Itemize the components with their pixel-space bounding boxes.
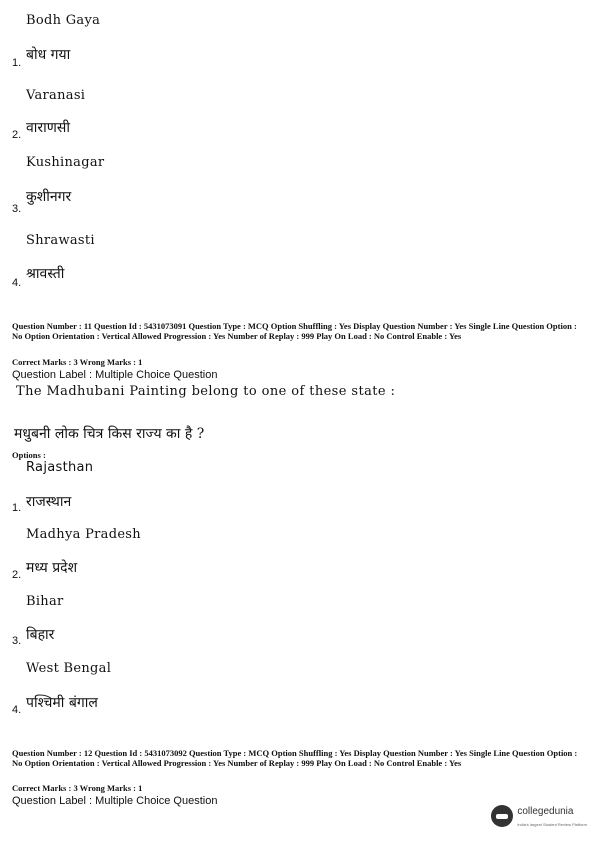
question-12-marks: Correct Marks : 3 Wrong Marks : 1 <box>12 783 143 793</box>
option-2-hi: मध्य प्रदेश <box>26 560 78 576</box>
prev-option-4-hi: श्रावस्ती <box>26 266 65 282</box>
student-avatar-icon <box>491 805 513 827</box>
prev-option-2-en: Varanasi <box>26 88 86 103</box>
prev-option-4-en: Shrawasti <box>26 233 95 248</box>
prev-option-4-number: 4. <box>12 277 22 289</box>
option-1-en: Rajasthan <box>26 460 94 475</box>
option-4-hi: पश्चिमी बंगाल <box>26 695 98 711</box>
prev-option-1-en: Bodh Gaya <box>26 13 101 28</box>
prev-option-3-en: Kushinagar <box>26 155 105 170</box>
prev-option-2-hi: वाराणसी <box>26 120 70 136</box>
option-3-hi: बिहार <box>26 627 55 643</box>
prev-option-3-hi: कुशीनगर <box>26 189 72 205</box>
brand-tagline: India's largest Student Review Platform <box>517 822 587 827</box>
option-4-en: West Bengal <box>26 661 112 676</box>
question-11-meta: Question Number : 11 Question Id : 5431073091 Question Type : MCQ Option Shuffling : Yes Display Question Number : Yes Single Line Question Option : No Option Orientation : Vertical Allowed Progression : Yes Number of Replay : 999 Play On Load : No Control Enable : Yes <box>12 321 577 341</box>
question-11-text-hi: मधुबनी लोक चित्र किस राज्य का है ? <box>14 426 205 442</box>
prev-option-3-number: 3. <box>12 203 22 215</box>
brand-logo <box>491 801 587 830</box>
prev-option-1-number: 1. <box>12 57 22 69</box>
option-3-number: 3. <box>12 635 22 647</box>
option-2-en: Madhya Pradesh <box>26 527 141 542</box>
option-4-number: 4. <box>12 704 22 716</box>
option-2-number: 2. <box>12 569 22 581</box>
question-11-text-en: The Madhubani Painting belong to one of these state : <box>16 384 396 399</box>
prev-option-1-hi: बोध गया <box>26 47 71 63</box>
option-1-hi: राजस्थान <box>26 494 72 510</box>
prev-option-2-number: 2. <box>12 129 22 141</box>
question-12-meta: Question Number : 12 Question Id : 5431073092 Question Type : MCQ Option Shuffling : Yes Display Question Number : Yes Single Line Question Option : No Option Orientation : Vertical Allowed Progression : Yes Number of Replay : 999 Play On Load : No Control Enable : Yes <box>12 748 578 768</box>
question-11-marks: Correct Marks : 3 Wrong Marks : 1 <box>12 357 143 367</box>
question-11-label: Question Label : Multiple Choice Question <box>12 369 218 381</box>
question-12-label: Question Label : Multiple Choice Question <box>12 795 218 807</box>
brand-name: collegedunia <box>517 806 574 817</box>
option-1-number: 1. <box>12 502 22 514</box>
options-heading: Options : <box>12 450 46 460</box>
option-3-en: Bihar <box>26 594 64 609</box>
